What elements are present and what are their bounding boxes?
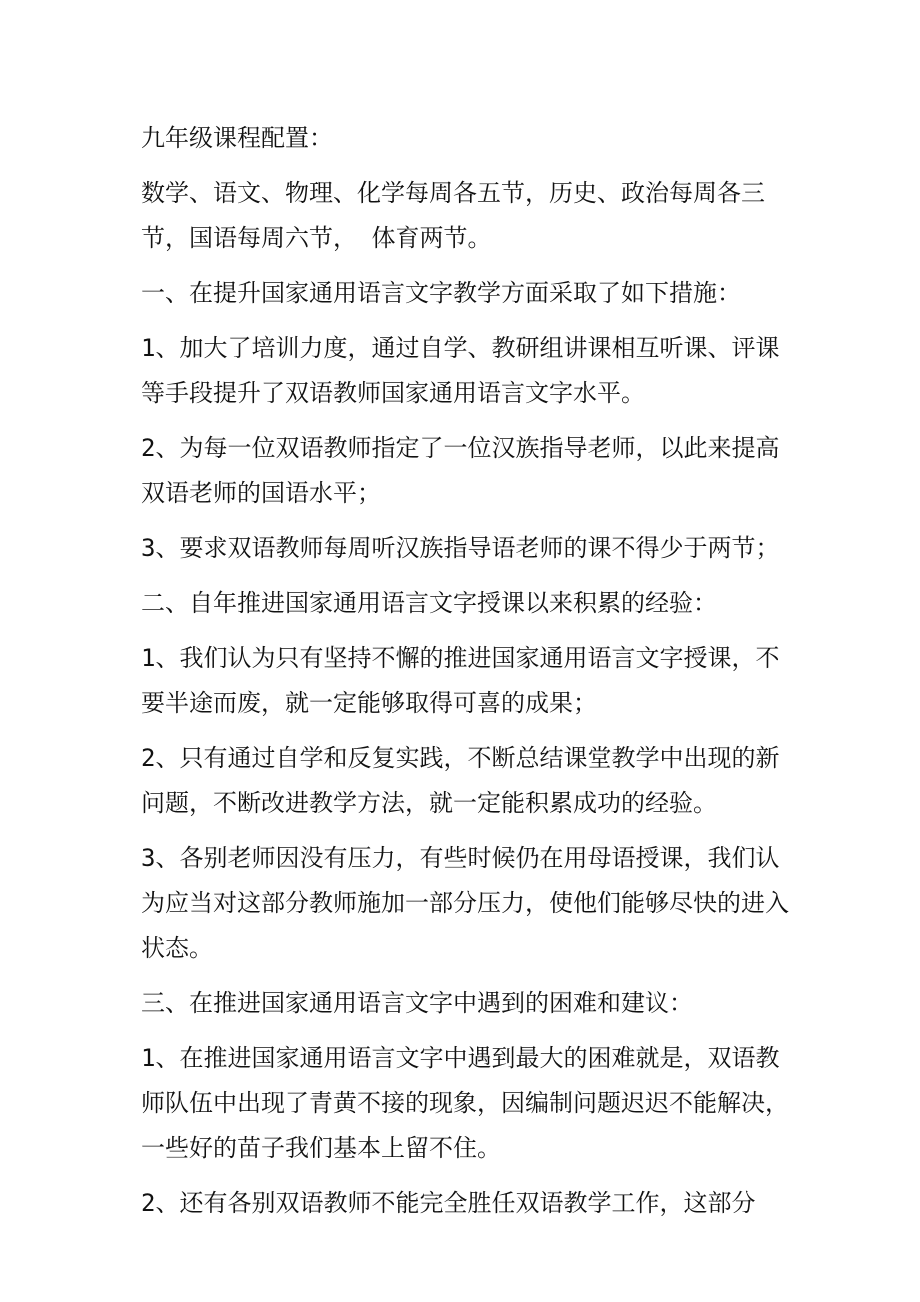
paragraph-measure-1: 1、加大了培训力度，通过自学、教研组讲课相互听课、评课等手段提升了双语教师国家通用语言文字水平。 <box>141 334 780 407</box>
paragraph-difficulty-2: 2、还有各别双语教师不能完全胜任双语教学工作，这部分 <box>141 1189 756 1217</box>
paragraph-difficulty-1: 1、在推进国家通用语言文字中遇到最大的困难就是，双语教师队伍中出现了青黄不接的现象，因编制问题迟迟不能解决，一些好的苗子我们基本上留不住。 <box>141 1044 789 1162</box>
paragraph-grade9-heading: 九年级课程配置： <box>141 124 333 152</box>
paragraph-section-three-heading: 三、在推进国家通用语言文字中遇到的困难和建议： <box>141 989 693 1017</box>
paragraph-experience-2: 2、只有通过自学和反复实践，不断总结课堂教学中出现的新问题，不断改进教学方法，就一定能积累成功的经验。 <box>141 744 780 817</box>
paragraph-experience-1: 1、我们认为只有坚持不懈的推进国家通用语言文字授课，不要半途而废，就一定能够取得可喜的成果； <box>141 644 780 717</box>
paragraph-experience-3: 3、各别老师因没有压力，有些时候仍在用母语授课，我们认为应当对这部分教师施加一部分压力，使他们能够尽快的进入状态。 <box>141 844 789 962</box>
paragraph-measure-3: 3、要求双语教师每周听汉族指导语老师的课不得少于两节； <box>141 534 780 562</box>
document-body <box>141 116 791 1236</box>
paragraph-section-two-heading: 二、自年推进国家通用语言文字授课以来积累的经验： <box>141 589 717 617</box>
paragraph-course-schedule: 数学、语文、物理、化学每周各五节，历史、政治每周各三节，国语每周六节， 体育两节。 <box>141 179 765 252</box>
paragraph-measure-2: 2、为每一位双语教师指定了一位汉族指导老师，以此来提高双语老师的国语水平； <box>141 434 780 507</box>
paragraph-section-one-heading: 一、在提升国家通用语言文字教学方面采取了如下措施： <box>141 279 741 307</box>
